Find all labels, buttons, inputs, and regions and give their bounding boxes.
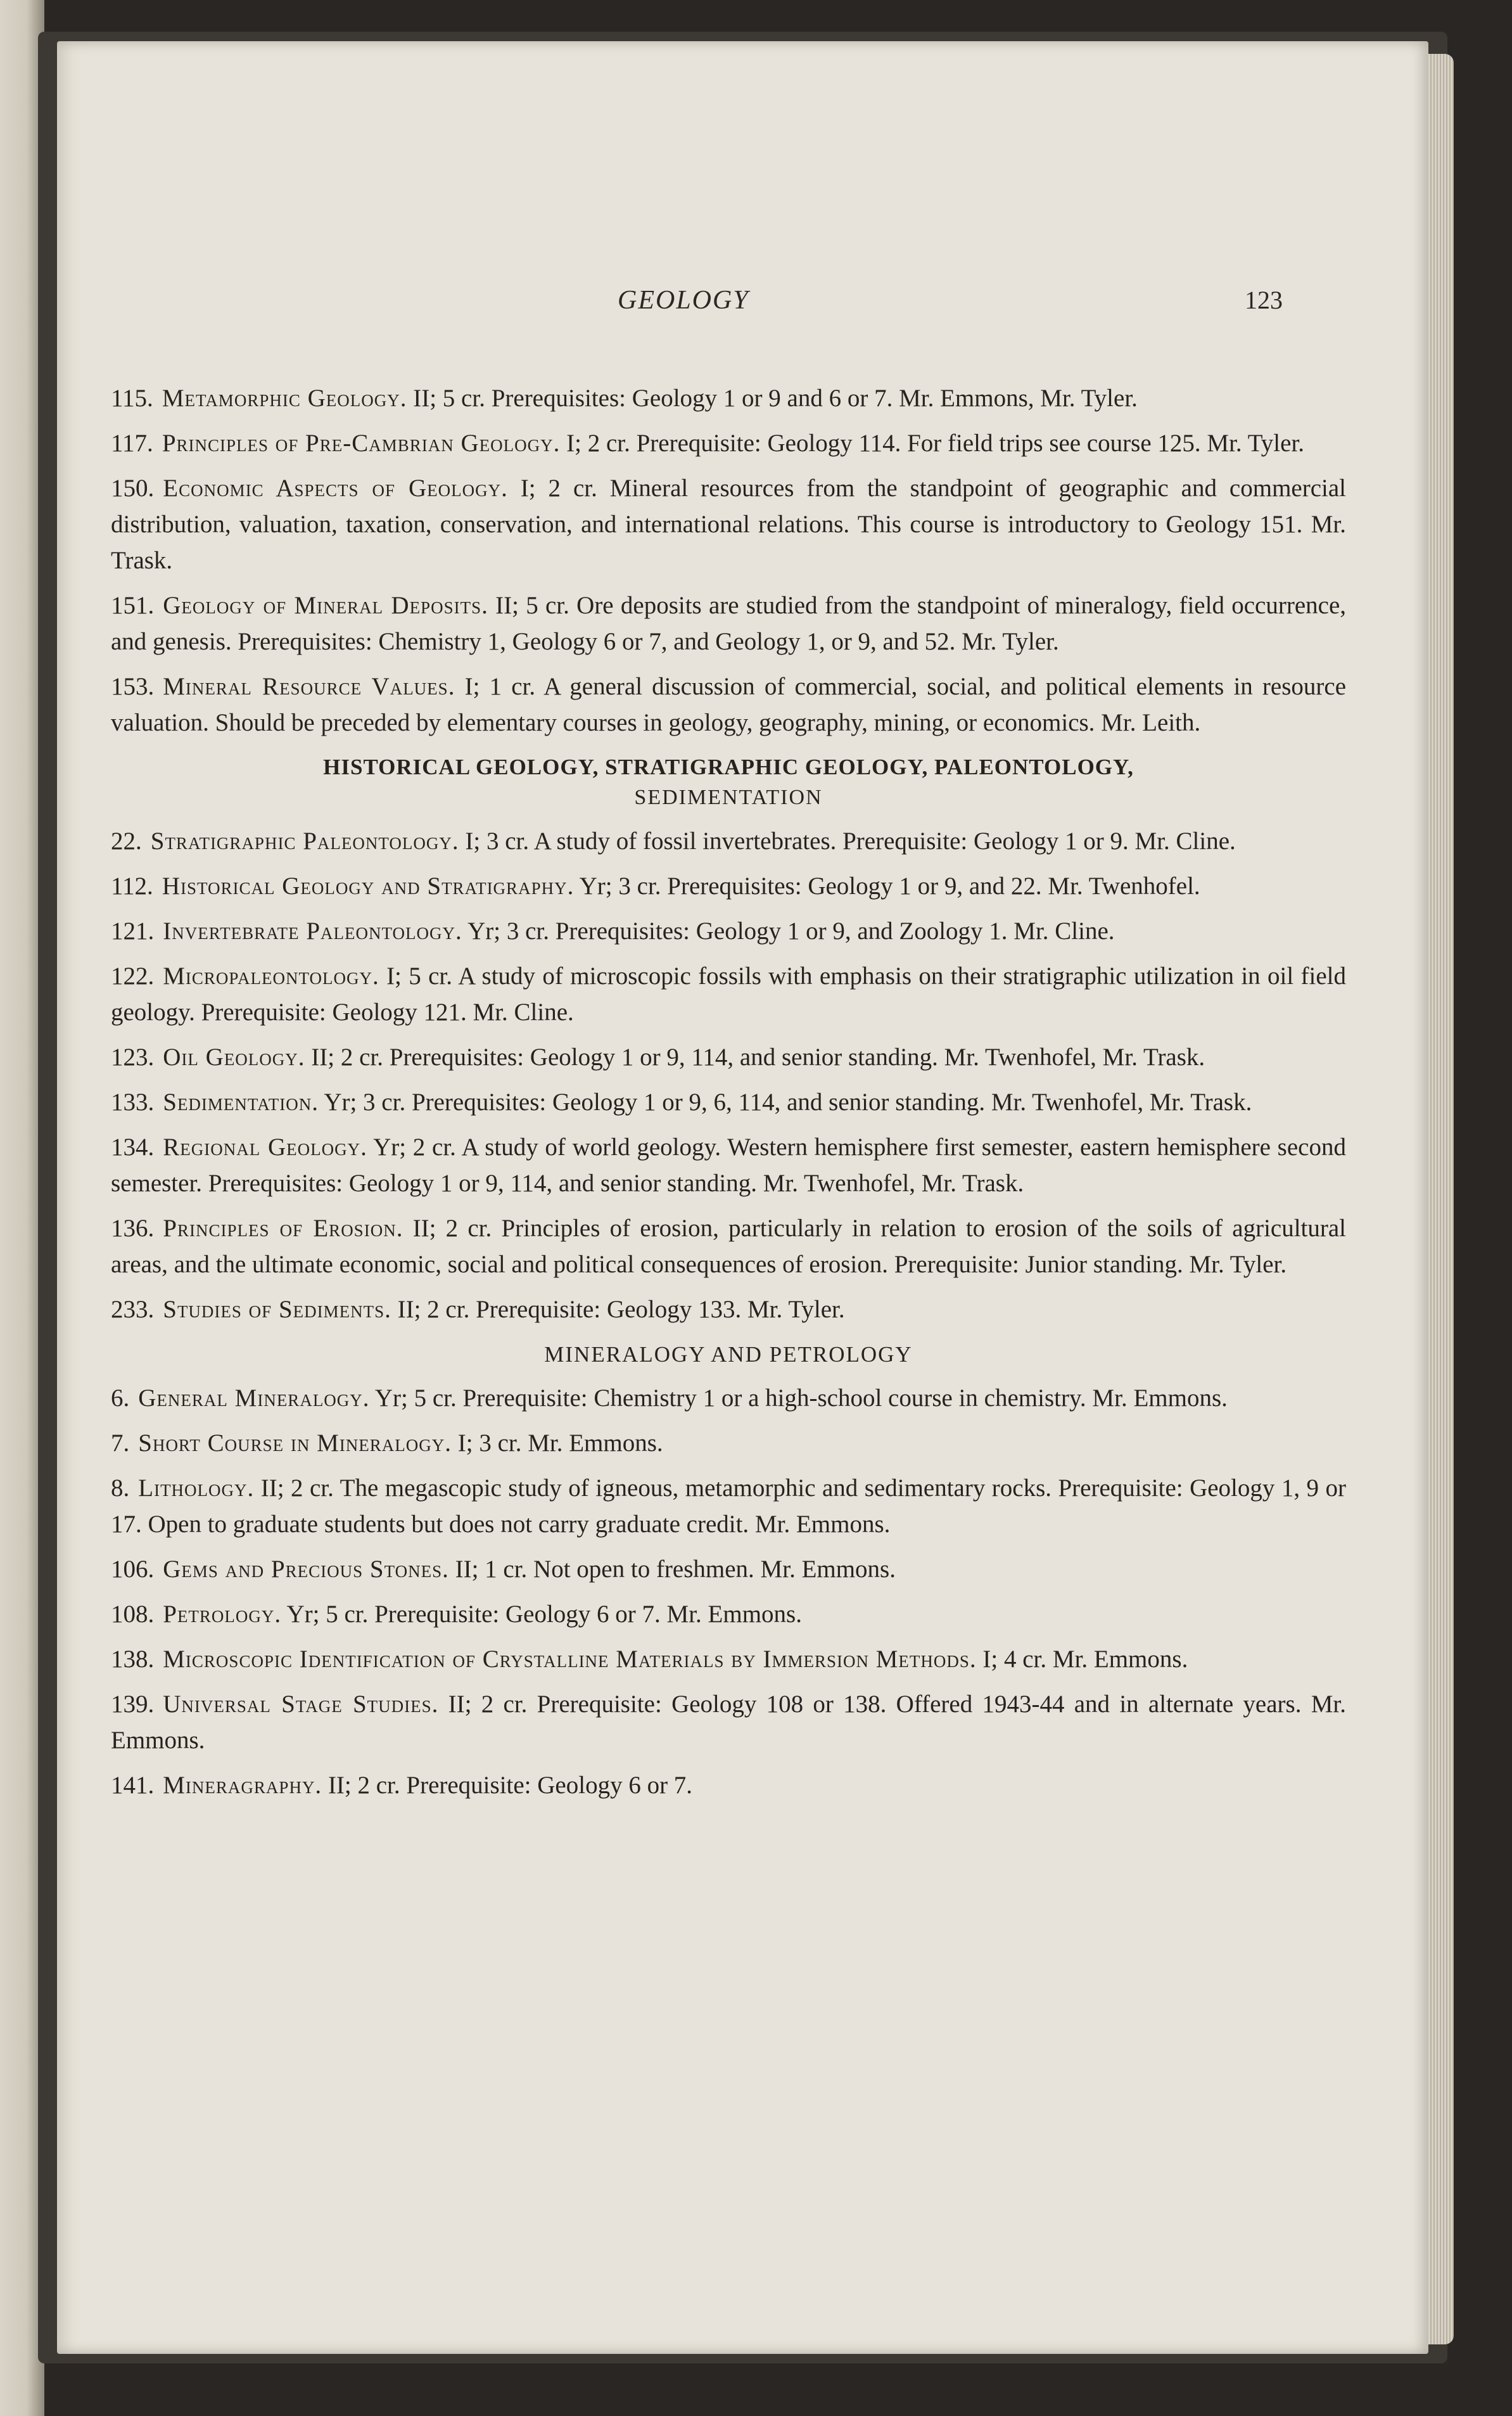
course-number: 121. xyxy=(111,917,155,945)
course-description: II; 2 cr. Prerequisites: Geology 1 or 9, 114, and senior standing. Mr. Twenhofel, Mr. Trask. xyxy=(311,1044,1205,1071)
course-entry xyxy=(111,1596,1346,1632)
course-title: Historical Geology and Stratigraphy. xyxy=(162,872,575,900)
course-title: Micropaleontology. xyxy=(163,962,379,990)
course-entry xyxy=(111,1686,1346,1758)
section-heading xyxy=(111,752,1346,813)
course-number: 123. xyxy=(111,1044,155,1071)
course-description: Yr; 2 cr. A study of world geology. Western hemisphere first semester, eastern hemisphere second semester. Prerequisites: Geology 1 or 9, 114, and senior standing. Mr. Twenhofel, Mr. Trask. xyxy=(111,1134,1346,1197)
section-heading-line1: HISTORICAL GEOLOGY, STRATIGRAPHIC GEOLOGY, PALEONTOLOGY, xyxy=(323,755,1134,779)
course-number: 115. xyxy=(111,385,153,412)
course-entry xyxy=(111,425,1346,461)
course-entry xyxy=(111,823,1346,859)
course-number: 117. xyxy=(111,430,153,457)
course-description: Yr; 3 cr. Prerequisites: Geology 1 or 9, and Zoology 1. Mr. Cline. xyxy=(467,917,1115,945)
course-title: Short Course in Mineralogy. xyxy=(138,1429,452,1457)
course-title: Invertebrate Paleontology. xyxy=(163,917,462,945)
section-heading-text: MINERALOGY AND PETROLOGY xyxy=(544,1342,913,1367)
course-number: 138. xyxy=(111,1646,155,1673)
course-title: Petrology. xyxy=(163,1601,282,1628)
course-description: I; 5 cr. A study of microscopic fossils with emphasis on their stratigraphic utilization in oil field geology. Prerequisite: Geology 121. Mr. Cline. xyxy=(111,962,1347,1026)
course-description: II; 1 cr. Not open to freshmen. Mr. Emmons. xyxy=(455,1556,896,1583)
course-entry xyxy=(111,1291,1346,1327)
course-entry xyxy=(111,470,1346,578)
course-title: Microscopic Identification of Crystalline Materials by Immersion Methods. xyxy=(163,1646,977,1673)
course-entry xyxy=(111,868,1346,904)
course-number: 133. xyxy=(111,1089,155,1116)
section-general xyxy=(111,380,1346,741)
course-description: I; 2 cr. Prerequisite: Geology 114. For field trips see course 125. Mr. Tyler. xyxy=(566,430,1305,457)
course-title: Studies of Sediments. xyxy=(163,1296,391,1323)
course-number: 150. xyxy=(111,475,155,502)
course-description: I; 3 cr. A study of fossil invertebrates. Prerequisite: Geology 1 or 9. Mr. Cline. xyxy=(465,828,1236,855)
course-title: Sedimentation. xyxy=(163,1089,319,1116)
course-description: I; 2 cr. Mineral resources from the standpoint of geographic and commercial distribution, valuation, taxation, conservation, and international relations. This course is introductory to Geology 151. Mr. Trask. xyxy=(111,475,1346,574)
course-description: II; 5 cr. Prerequisites: Geology 1 or 9 and 6 or 7. Mr. Emmons, Mr. Tyler. xyxy=(413,385,1138,412)
course-entry xyxy=(111,1767,1346,1803)
course-number: 22. xyxy=(111,828,142,855)
section-historical-geology xyxy=(111,752,1346,1327)
course-description: Yr; 5 cr. Prerequisite: Chemistry 1 or a high-school course in chemistry. Mr. Emmons. xyxy=(374,1384,1228,1412)
course-number: 134. xyxy=(111,1134,155,1161)
course-description: Yr; 3 cr. Prerequisites: Geology 1 or 9, 6, 114, and senior standing. Mr. Twenhofel, Mr. Trask. xyxy=(324,1089,1252,1116)
course-title: Mineral Resource Values. xyxy=(163,673,455,700)
course-number: 139. xyxy=(111,1691,155,1718)
course-entry xyxy=(111,1129,1346,1201)
section-heading xyxy=(111,1339,1346,1370)
course-listing xyxy=(111,380,1346,1812)
page-title: GEOLOGY xyxy=(618,286,749,315)
course-number: 122. xyxy=(111,962,155,990)
course-title: General Mineralogy. xyxy=(138,1384,370,1412)
course-number: 151. xyxy=(111,592,155,619)
course-entry xyxy=(111,958,1346,1030)
course-number: 153. xyxy=(111,673,155,700)
course-entry xyxy=(111,1380,1346,1416)
course-title: Stratigraphic Paleontology. xyxy=(150,828,459,855)
course-entry xyxy=(111,1210,1346,1282)
course-entry xyxy=(111,668,1346,741)
course-number: 6. xyxy=(111,1384,130,1412)
course-number: 136. xyxy=(111,1215,155,1242)
course-number: 108. xyxy=(111,1601,155,1628)
course-number: 8. xyxy=(111,1474,130,1502)
course-title: Mineragraphy. xyxy=(163,1772,322,1799)
course-title: Lithology. xyxy=(138,1474,255,1502)
course-description: II; 2 cr. Prerequisite: Geology 108 or 138. Offered 1943-44 and in alternate years. Mr. Emmons. xyxy=(111,1691,1347,1754)
course-title: Principles of Pre-Cambrian Geology. xyxy=(162,430,561,457)
page-stack-edge xyxy=(1428,54,1454,2344)
course-title: Metamorphic Geology. xyxy=(162,385,407,412)
course-number: 7. xyxy=(111,1429,130,1457)
course-description: Yr; 5 cr. Prerequisite: Geology 6 or 7. Mr. Emmons. xyxy=(286,1601,802,1628)
course-number: 106. xyxy=(111,1556,155,1583)
course-description: II; 2 cr. Principles of erosion, particularly in relation to erosion of the soils of agricultural areas, and the ultimate economic, social and political consequences of erosion. Prerequisite: Junior standing. Mr. Tyler. xyxy=(111,1215,1347,1278)
page-number: 123 xyxy=(1245,286,1283,314)
course-title: Principles of Erosion. xyxy=(163,1215,403,1242)
course-number: 112. xyxy=(111,872,153,900)
course-title: Regional Geology. xyxy=(163,1134,367,1161)
course-entry xyxy=(111,913,1346,949)
course-title: Oil Geology. xyxy=(163,1044,305,1071)
course-entry xyxy=(111,1084,1346,1120)
book-page xyxy=(57,41,1428,2354)
course-description: II; 2 cr. Prerequisite: Geology 6 or 7. xyxy=(327,1772,693,1799)
section-heading-line2: SEDIMENTATION xyxy=(634,786,823,809)
course-entry xyxy=(111,1551,1346,1587)
course-title: Geology of Mineral Deposits. xyxy=(163,592,488,619)
course-title: Universal Stage Studies. xyxy=(163,1691,439,1718)
course-entry xyxy=(111,380,1346,416)
course-entry xyxy=(111,1039,1346,1075)
course-description: I; 1 cr. A general discussion of commercial, social, and political elements in resource valuation. Should be preceded by elementary courses in geology, geography, mining, or economics. Mr. Leith. xyxy=(111,673,1347,736)
course-description: II; 5 cr. Ore deposits are studied from the standpoint of mineralogy, field occurrence, and genesis. Prerequisites: Chemistry 1, Geology 6 or 7, and Geology 1, or 9, and 52. Mr. Tyler. xyxy=(111,592,1347,655)
running-head xyxy=(57,285,1428,323)
course-description: II; 2 cr. Prerequisite: Geology 133. Mr. Tyler. xyxy=(397,1296,845,1323)
course-description: I; 4 cr. Mr. Emmons. xyxy=(982,1646,1188,1673)
course-description: Yr; 3 cr. Prerequisites: Geology 1 or 9, and 22. Mr. Twenhofel. xyxy=(579,872,1200,900)
course-description: II; 2 cr. The megascopic study of igneous, metamorphic and sedimentary rocks. Prerequisite: Geology 1, 9 or 17. Open to graduate students but does not carry graduate credit. Mr. Emmons. xyxy=(111,1474,1346,1538)
course-entry xyxy=(111,587,1346,660)
course-title: Gems and Precious Stones. xyxy=(163,1556,449,1583)
course-entry xyxy=(111,1641,1346,1677)
course-number: 233. xyxy=(111,1296,155,1323)
course-number: 141. xyxy=(111,1772,155,1799)
course-entry xyxy=(111,1425,1346,1461)
course-description: I; 3 cr. Mr. Emmons. xyxy=(457,1429,663,1457)
course-title: Economic Aspects of Geology. xyxy=(163,475,508,502)
section-mineralogy xyxy=(111,1339,1346,1803)
course-entry xyxy=(111,1470,1346,1542)
